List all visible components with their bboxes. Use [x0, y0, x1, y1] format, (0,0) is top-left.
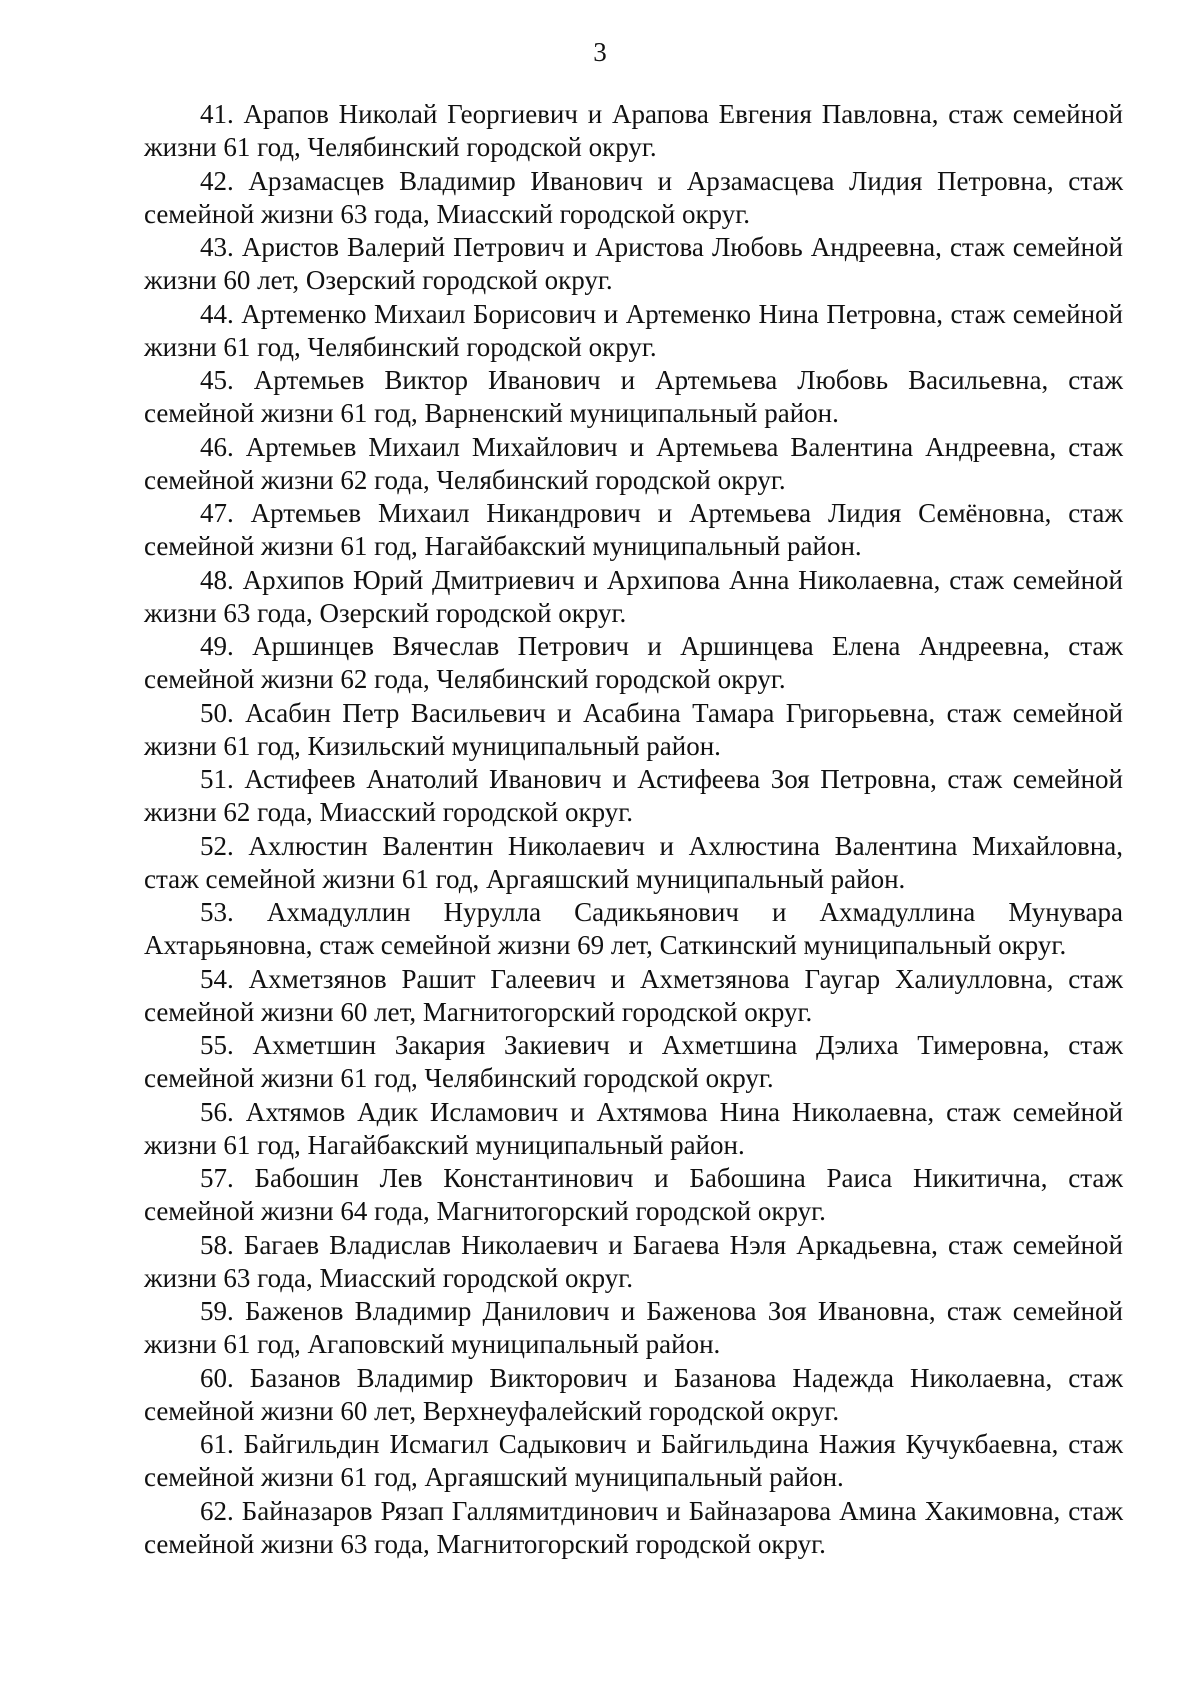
list-entry: 56. Ахтямов Адик Исламович и Ахтямова Нина Николаевна, стаж семейной жизни 61 год, Нагайбакский муниципальный район. [144, 1096, 1123, 1160]
list-entry: 53. Ахмадуллин Нурулла Садикьянович и Ахмадуллина Мунувара Ахтарьяновна, стаж семейной жизни 69 лет, Саткинский муниципальный округ. [144, 897, 1123, 960]
entry-list [144, 98, 1123, 1561]
list-entry: 52. Ахлюстин Валентин Николаевич и Ахлюстина Валентина Михайловна, стаж семейной жизни 61 год, Аргаяшский муниципальный район. [144, 830, 1123, 894]
list-entry: 41. Арапов Николай Георгиевич и Арапова Евгения Павловна, стаж семейной жизни 61 год, Челябинский городской округ. [144, 99, 1123, 162]
list-entry: 59. Баженов Владимир Данилович и Баженова Зоя Ивановна, стаж семейной жизни 61 год, Агаповский муниципальный район. [144, 1296, 1123, 1359]
list-entry: 48. Архипов Юрий Дмитриевич и Архипова Анна Николаевна, стаж семейной жизни 63 года, Озерский городской округ. [144, 564, 1123, 628]
list-entry: 58. Багаев Владислав Николаевич и Багаева Нэля Аркадьевна, стаж семейной жизни 63 года, Миасский городской округ. [144, 1229, 1123, 1293]
list-entry: 44. Артеменко Михаил Борисович и Артеменко Нина Петровна, стаж семейной жизни 61 год, Челябинский городской округ. [144, 298, 1123, 362]
list-entry: 45. Артемьев Виктор Иванович и Артемьева Любовь Васильевна, стаж семейной жизни 61 год, Варненский муниципальный район. [144, 365, 1123, 428]
list-entry: 60. Базанов Владимир Викторович и Базанова Надежда Николаевна, стаж семейной жизни 60 лет, Верхнеуфалейский городской округ. [144, 1362, 1123, 1426]
page-number: 3 [593, 37, 607, 67]
list-entry: 50. Асабин Петр Васильевич и Асабина Тамара Григорьевна, стаж семейной жизни 61 год, Кизильский муниципальный район. [144, 697, 1123, 761]
list-entry: 47. Артемьев Михаил Никандрович и Артемьева Лидия Семёновна, стаж семейной жизни 61 год, Нагайбакский муниципальный район. [144, 498, 1123, 561]
list-entry: 54. Ахметзянов Рашит Галеевич и Ахметзянова Гаугар Халиулловна, стаж семейной жизни 60 лет, Магнитогорский городской округ. [144, 963, 1123, 1027]
list-entry: 43. Аристов Валерий Петрович и Аристова Любовь Андреевна, стаж семейной жизни 60 лет, Озерский городской округ. [144, 232, 1123, 295]
list-entry: 55. Ахметшин Закария Закиевич и Ахметшина Дэлиха Тимеровна, стаж семейной жизни 61 год, Челябинский городской округ. [144, 1030, 1123, 1093]
list-entry: 62. Байназаров Рязап Галлямитдинович и Байназарова Амина Хакимовна, стаж семейной жизни 63 года, Магнитогорский городской округ. [144, 1495, 1123, 1559]
list-entry: 57. Бабошин Лев Константинович и Бабошина Раиса Никитична, стаж семейной жизни 64 года, Магнитогорский городской округ. [144, 1163, 1123, 1226]
list-entry: 61. Байгильдин Исмагил Садыкович и Байгильдина Нажия Кучукбаевна, стаж семейной жизни 61 год, Аргаяшский муниципальный район. [144, 1429, 1123, 1492]
list-entry: 42. Арзамасцев Владимир Иванович и Арзамасцева Лидия Петровна, стаж семейной жизни 63 года, Миасский городской округ. [144, 165, 1123, 229]
list-entry: 46. Артемьев Михаил Михайлович и Артемьева Валентина Андреевна, стаж семейной жизни 62 года, Челябинский городской округ. [144, 431, 1123, 495]
list-entry: 49. Аршинцев Вячеслав Петрович и Аршинцева Елена Андреевна, стаж семейной жизни 62 года, Челябинский городской округ. [144, 631, 1123, 694]
list-entry: 51. Астифеев Анатолий Иванович и Астифеева Зоя Петровна, стаж семейной жизни 62 года, Миасский городской округ. [144, 764, 1123, 827]
